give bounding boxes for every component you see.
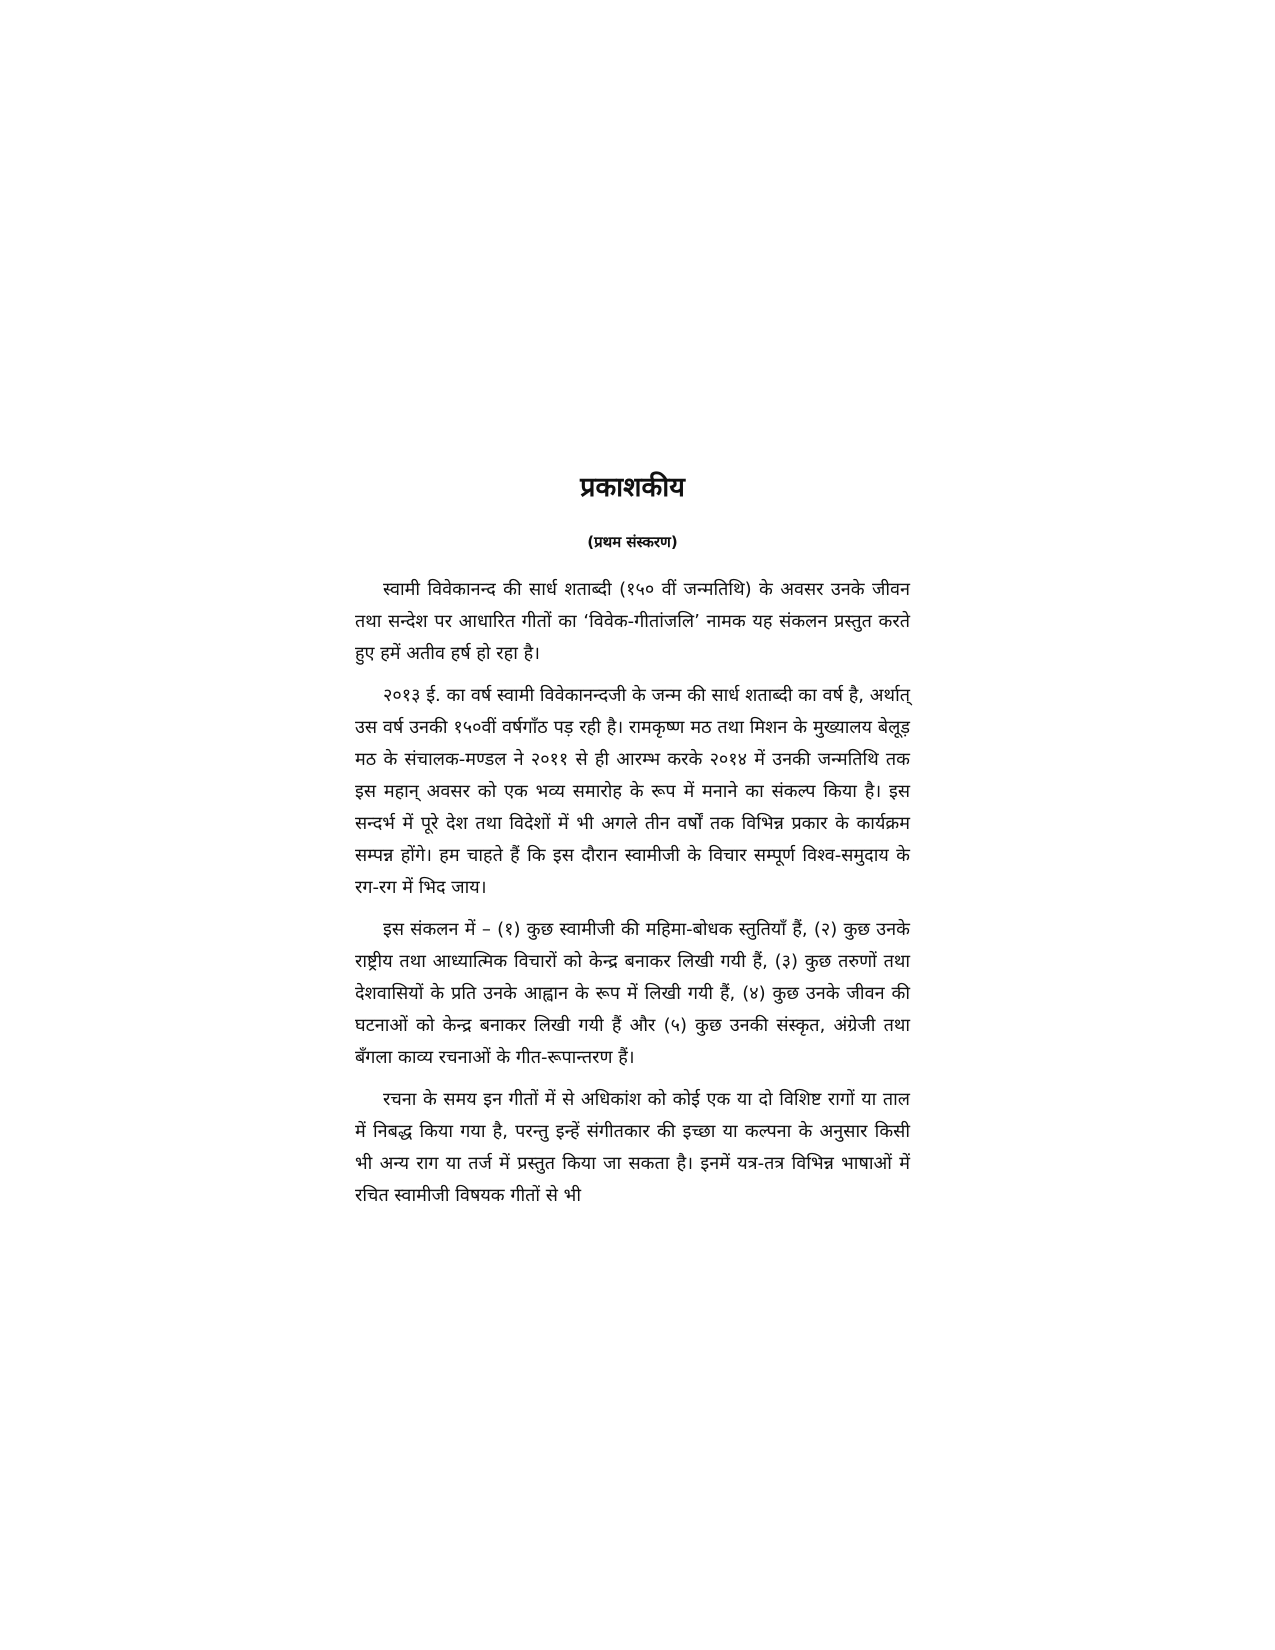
paragraph-2: २०१३ ई. का वर्ष स्वामी विवेकानन्दजी के जन्म की सार्ध शताब्दी का वर्ष है, अर्थात् उस वर्ष उनकी १५०वीं वर्षगाँठ पड़ रही है। रामकृष्ण मठ तथा मिशन के मुख्यालय बेलूड़ मठ के संचालक-मण्डल ने २०११ से ही आरम्भ करके २०१४ में उनकी जन्मतिथि तक इस महान् अवसर को एक भव्य समारोह के रूप में मनाने का संकल्प किया है। इस सन्दर्भ में पूरे देश तथा विदेशों में भी अगले तीन वर्षों तक विभिन्न प्रकार के कार्यक्रम सम्पन्न होंगे। हम चाहते हैं कि इस दौरान स्वामीजी के विचार सम्पूर्ण विश्व-समुदाय के रग-रग में भिद जाय।: [355, 685, 910, 898]
paragraph-4: रचना के समय इन गीतों में से अधिकांश को कोई एक या दो विशिष्ट रागों या ताल में निबद्ध किया गया है, परन्तु इन्हें संगीतकार की इच्छा या कल्पना के अनुसार किसी भी अन्य राग या तर्ज में प्रस्तुत किया जा सकता है। इनमें यत्र-तत्र विभिन्न भाषाओं में रचित स्वामीजी विषयक गीतों से भी: [355, 1089, 910, 1206]
page-subtitle: (प्रथम संस्करण): [587, 533, 678, 551]
page-title: प्रकाशकीय: [580, 472, 685, 503]
paragraph-3: इस संकलन में – (१) कुछ स्वामीजी की महिमा-बोधक स्तुतियाँ हैं, (२) कुछ उनके राष्ट्रीय तथा आध्यात्मिक विचारों को केन्द्र बनाकर लिखी गयी हैं, (३) कुछ तरुणों तथा देशवासियों के प्रति उनके आह्वान के रूप में लिखी गयी हैं, (४) कुछ उनके जीवन की घटनाओं को केन्द्र बनाकर लिखी गयी हैं और (५) कुछ उनकी संस्कृत, अंग्रेजी तथा बँगला काव्य रचनाओं के गीत-रूपान्तरण हैं।: [355, 919, 910, 1068]
paragraph-1: स्वामी विवेकानन्द की सार्ध शताब्दी (१५० वीं जन्मतिथि) के अवसर उनके जीवन तथा सन्देश पर आधारित गीतों का ‘विवेक-गीतांजलि’ नामक यह संकलन प्रस्तुत करते हुए हमें अतीव हर्ष हो रहा है।: [355, 579, 910, 664]
document-page: [355, 470, 910, 1222]
